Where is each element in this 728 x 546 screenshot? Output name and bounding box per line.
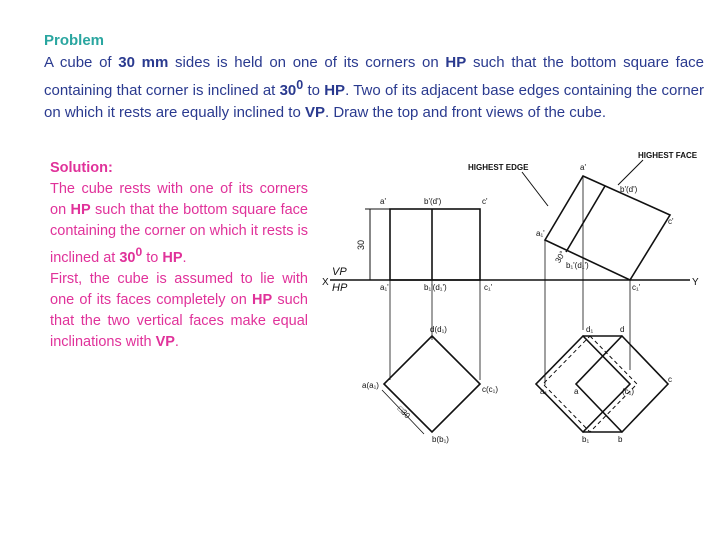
solution-hp-1: HP (70, 202, 91, 218)
label-a1-prime: a₁' (380, 283, 389, 292)
problem-text-6: . Draw the top and front views of the cube. (325, 104, 606, 121)
solution-hp-3: HP (252, 291, 273, 308)
callout-highest-face: HIGHEST FACE (638, 151, 698, 160)
dimension-30-label: 30 (356, 239, 366, 250)
left-front-view (390, 209, 480, 280)
label-r-c-prime: c' (668, 217, 674, 226)
solution-text-1: The cube rests with one of its corners on (50, 181, 308, 218)
left-top-view (384, 336, 480, 432)
problem-angle-value: 30 (279, 82, 297, 99)
label-c1-prime: c₁' (484, 283, 493, 292)
dimension-30 (365, 209, 390, 280)
callout-highest-edge: HIGHEST EDGE (468, 163, 529, 172)
label-hp: HP (332, 282, 348, 294)
label-r-a1: a₁ (540, 387, 548, 396)
label-r-b1: b₁ (582, 435, 590, 444)
solution-angle-value: 30 (119, 249, 136, 266)
label-a-prime: a' (380, 197, 386, 206)
problem-heading: Problem (44, 32, 105, 49)
label-r-a: a (574, 387, 579, 396)
label-r-bd-prime: b'(d') (620, 185, 638, 194)
right-front-view (545, 176, 670, 280)
label-r-d: d (620, 325, 625, 334)
label-r-d1: d₁ (586, 325, 594, 334)
problem-vp: VP (304, 104, 325, 121)
solution-hp-2: HP (162, 249, 183, 266)
problem-cube-size: 30 mm (118, 54, 169, 71)
solution-vp: VP (155, 333, 175, 350)
label-r-a1-prime: a₁' (536, 229, 545, 238)
solution-text-7: . (174, 333, 179, 350)
label-y: Y (692, 277, 699, 288)
label-c-prime: c' (482, 197, 488, 206)
solution-text-4: . (182, 249, 187, 266)
problem-text-3: such that the bottom square face containing that corner is inclined at (44, 54, 705, 99)
right-top-view (536, 336, 668, 432)
label-r-c: c (668, 375, 672, 384)
solution-text-3: to (142, 249, 163, 266)
label-vp: VP (332, 266, 347, 278)
label-b1d1-prime: b₁'(d₁') (424, 283, 447, 292)
solution-angle-degree: 0 (135, 245, 143, 259)
dimension-square-30-label: □30 (395, 404, 412, 421)
solution-text-5: First, the cube is assumed to lie with one of its faces completely on (50, 270, 308, 308)
label-x: X (322, 277, 329, 288)
problem-text-5: . Two of its adjacent base edges containing the corner on which it rests are equally inclined to (44, 82, 704, 121)
problem-text-1: A cube of (44, 54, 119, 71)
label-c-c1: c(c₁) (482, 385, 499, 394)
solution-heading: Solution: (50, 160, 113, 176)
problem-hp-1: HP (445, 54, 467, 71)
label-b-b1: b(b₁) (432, 435, 449, 444)
label-r-b1d1-prime: b₁'(d₁') (566, 261, 589, 270)
label-r-a-prime: a' (580, 163, 586, 172)
label-d-d1: d(d₁) (430, 325, 447, 334)
right-top-hidden-lines (543, 336, 637, 432)
label-r-angle-30: 30° (553, 249, 568, 265)
problem-text-2: sides is held on one of its corners on (168, 54, 446, 71)
problem-hp-2: HP (324, 82, 346, 99)
label-r-c1-prime: c₁' (632, 283, 641, 292)
solution-text-6: such that the two vertical faces make equal inclinations with (50, 291, 308, 350)
label-a-a1: a(a₁) (362, 381, 379, 390)
label-r-b: b (618, 435, 623, 444)
label-r-c1: (c₁) (622, 387, 635, 396)
label-bd-prime: b'(d') (424, 197, 442, 206)
problem-text-4: to (303, 82, 325, 99)
solution-text-2: such that the bottom square face containing the corner on which it rests is inclined at (50, 202, 308, 266)
problem-angle-degree: 0 (296, 78, 304, 92)
